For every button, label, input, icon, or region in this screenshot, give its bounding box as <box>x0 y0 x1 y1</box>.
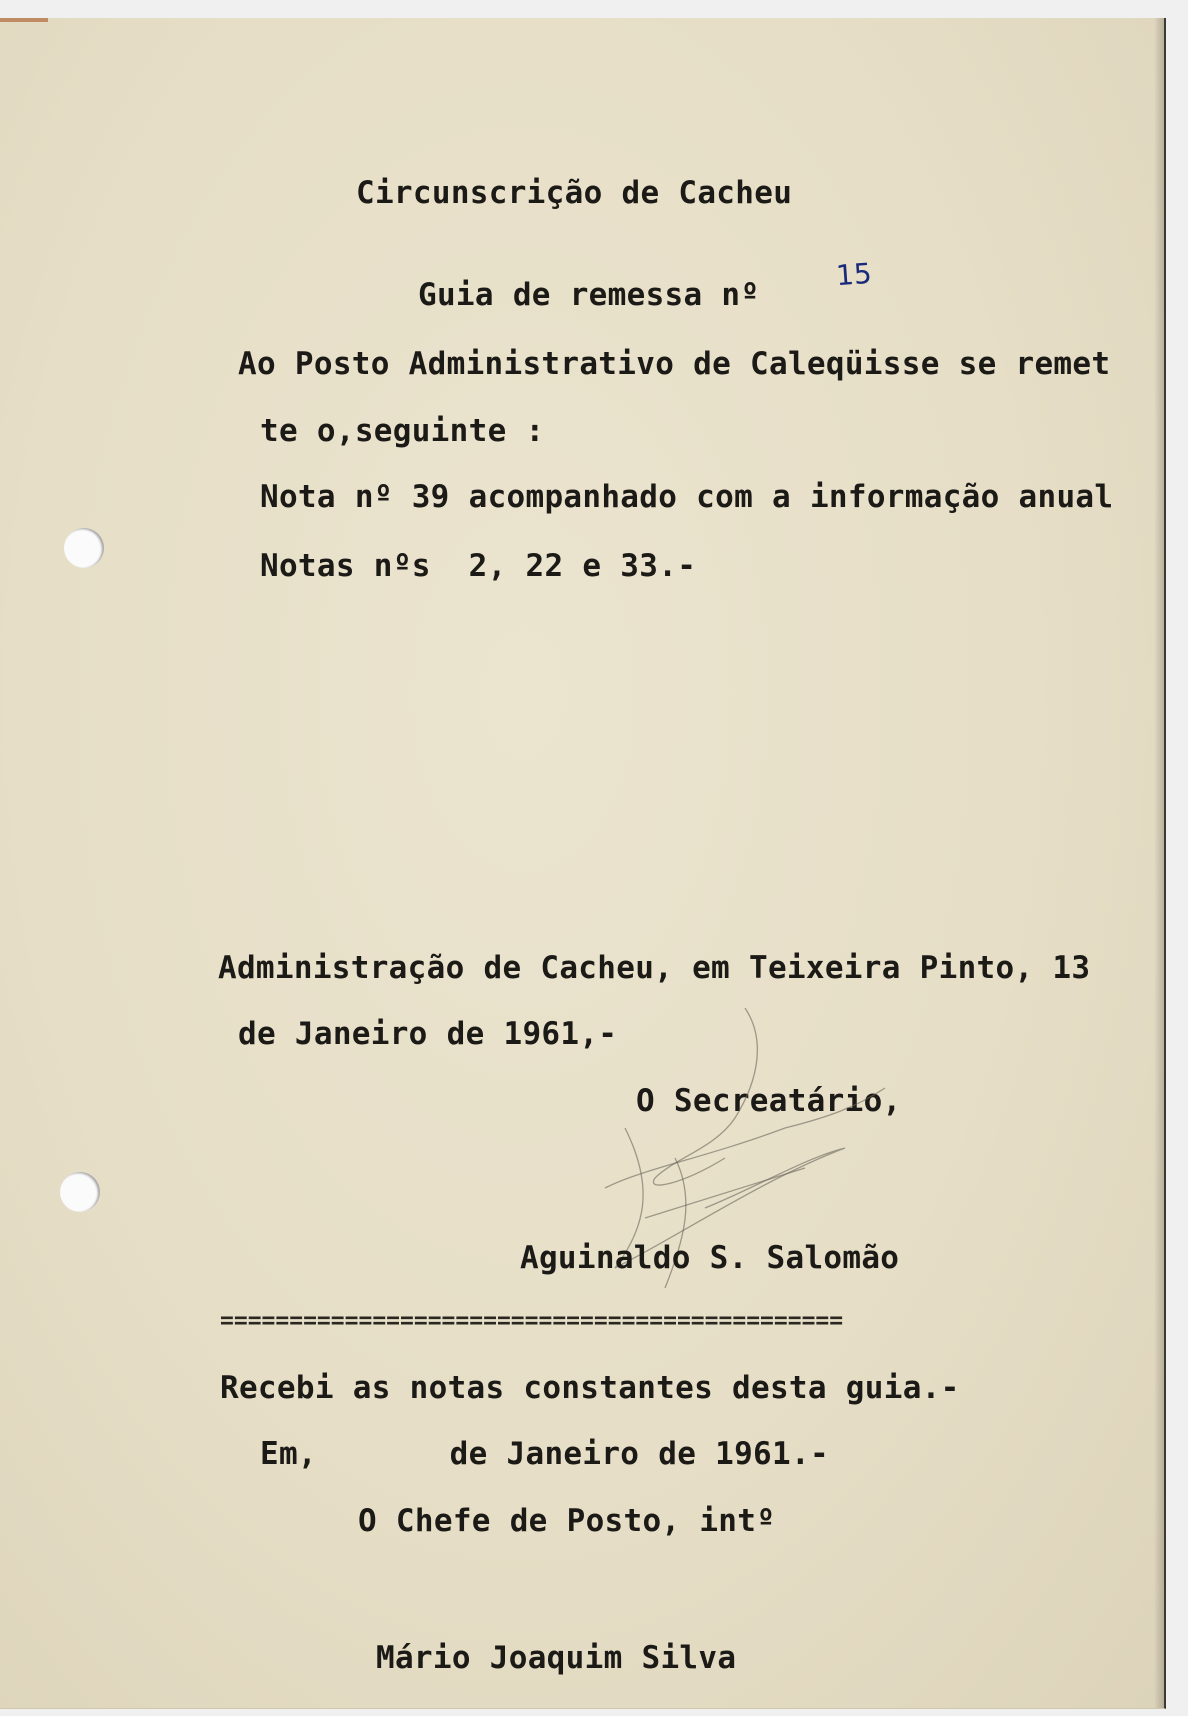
signatory-name: Aguinaldo S. Salomão <box>520 1240 900 1276</box>
body-line-4: Notas nºs 2, 22 e 33.- <box>260 548 697 584</box>
receipt-line-1: Recebi as notas constantes desta guia.- <box>220 1370 960 1406</box>
guide-label: Guia de remessa nº <box>418 277 760 313</box>
receiver-role: O Chefe de Posto, intº <box>358 1503 776 1539</box>
document-title: Circunscrição de Cacheu <box>356 175 793 211</box>
receipt-line-2: Em, de Janeiro de 1961.- <box>260 1436 829 1472</box>
body-line-2: te o,seguinte : <box>260 413 545 449</box>
dispatch-line-1: Administração de Cacheu, em Teixeira Pinto, 13 <box>218 950 1091 986</box>
paper-sheet <box>0 18 1166 1709</box>
corner-stain <box>0 18 48 22</box>
separator-line: ============================================= <box>220 1308 844 1334</box>
dispatch-line-2: de Janeiro de 1961,- <box>238 1016 618 1052</box>
signatory-role: O Secreatário, <box>636 1083 902 1119</box>
punch-hole-top <box>64 528 104 568</box>
body-line-1: Ao Posto Administrativo de Caleqüisse se remet <box>238 346 1111 382</box>
guide-number-handwritten: 15 <box>834 256 873 293</box>
receiver-name: Mário Joaquim Silva <box>376 1640 737 1676</box>
punch-hole-bottom <box>60 1172 100 1212</box>
body-line-3: Nota nº 39 acompanhado com a informação anual <box>260 479 1114 515</box>
page-edge-shadow <box>1154 18 1164 1708</box>
